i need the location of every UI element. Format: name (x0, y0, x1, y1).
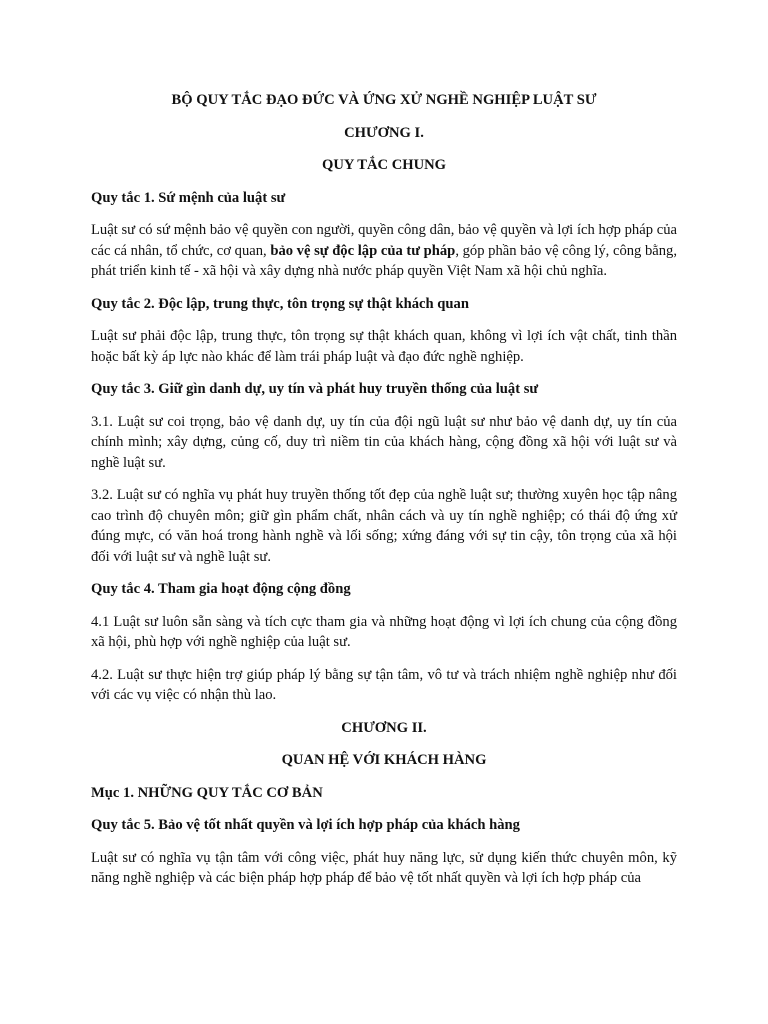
rule-3-paragraph-2: 3.2. Luật sư có nghĩa vụ phát huy truyền thống tốt đẹp của nghề luật sư; thường xuyên học tập nâng cao trình độ chuyên môn; giữ gìn phẩm chất, nhân cách và uy tín nghề nghiệp; có thái độ ứng xử đúng mực, có văn hoá trong hành nghề và lối sống; xứng đáng với sự tin cậy, tôn trọng của xã hội đối với luật sư và nghề luật sư. (91, 487, 677, 565)
document-title: BỘ QUY TẮC ĐẠO ĐỨC VÀ ỨNG XỬ NGHỀ NGHIỆP LUẬT SƯ (171, 92, 597, 108)
rule-5-paragraph: Luật sư có nghĩa vụ tận tâm với công việc, phát huy năng lực, sử dụng kiến thức chuyên môn, kỹ năng nghề nghiệp và các biện pháp hợp pháp để bảo vệ tốt nhất quyền và lợi ích hợp pháp của (91, 849, 677, 886)
chapter-1-number: CHƯƠNG I. (344, 124, 424, 141)
rule-4-paragraph-1: 4.1 Luật sư luôn sẵn sàng và tích cực tham gia và những hoạt động vì lợi ích chung của cộng đồng xã hội, phù hợp với nghề nghiệp của luật sư. (91, 613, 677, 650)
rule-1-text-before: Luật sư có sứ mệnh bảo vệ quyền con người, quyền công dân, bảo vệ quyền và lợi ích hợp pháp của các cá nhân, tổ chức, cơ quan, (91, 222, 677, 259)
rule-1-text-after: , góp phần bảo vệ công lý, công bằng, phát triển kinh tế - xã hội và xây dựng nhà nước pháp quyền Việt Nam xã hội chủ nghĩa. (91, 242, 678, 279)
chapter-2-number: CHƯƠNG II. (341, 719, 427, 736)
document-page (91, 90, 677, 901)
rule-5-heading: Quy tắc 5. Bảo vệ tốt nhất quyền và lợi ích hợp pháp của khách hàng (91, 817, 520, 833)
rule-3-heading: Quy tắc 3. Giữ gìn danh dự, uy tín và phát huy truyền thống của luật sư (91, 381, 539, 397)
rule-1-heading: Quy tắc 1. Sứ mệnh của luật sư (91, 189, 286, 206)
rule-4-paragraph-2: 4.2. Luật sư thực hiện trợ giúp pháp lý bằng sự tận tâm, vô tư và trách nhiệm nghề nghiệp như đối với các vụ việc có nhận thù lao. (91, 666, 677, 703)
rule-2-heading: Quy tắc 2. Độc lập, trung thực, tôn trọng sự thật khách quan (91, 295, 469, 312)
rule-4-heading: Quy tắc 4. Tham gia hoạt động cộng đồng (91, 581, 351, 597)
section-1-heading: Mục 1. NHỮNG QUY TẮC CƠ BẢN (91, 784, 323, 801)
chapter-1-name: QUY TẮC CHUNG (321, 157, 447, 173)
rule-2-paragraph: Luật sư phải độc lập, trung thực, tôn trọng sự thật khách quan, không vì lợi ích vật chất, tinh thần hoặc bất kỳ áp lực nào khác để làm trái pháp luật và đạo đức nghề nghiệp. (91, 328, 677, 365)
chapter-2-name: QUAN HỆ VỚI KHÁCH HÀNG (281, 752, 487, 768)
rule-3-paragraph-1: 3.1. Luật sư coi trọng, bảo vệ danh dự, uy tín của đội ngũ luật sư như bảo vệ danh dự, uy tín của chính mình; xây dựng, củng cố, duy trì niềm tin của khách hàng, cộng đồng xã hội với luật sư và nghề luật sư. (91, 413, 677, 471)
rule-1-paragraph (91, 220, 677, 282)
rule-1-text-bold: bảo vệ sự độc lập của tư pháp (270, 242, 456, 259)
